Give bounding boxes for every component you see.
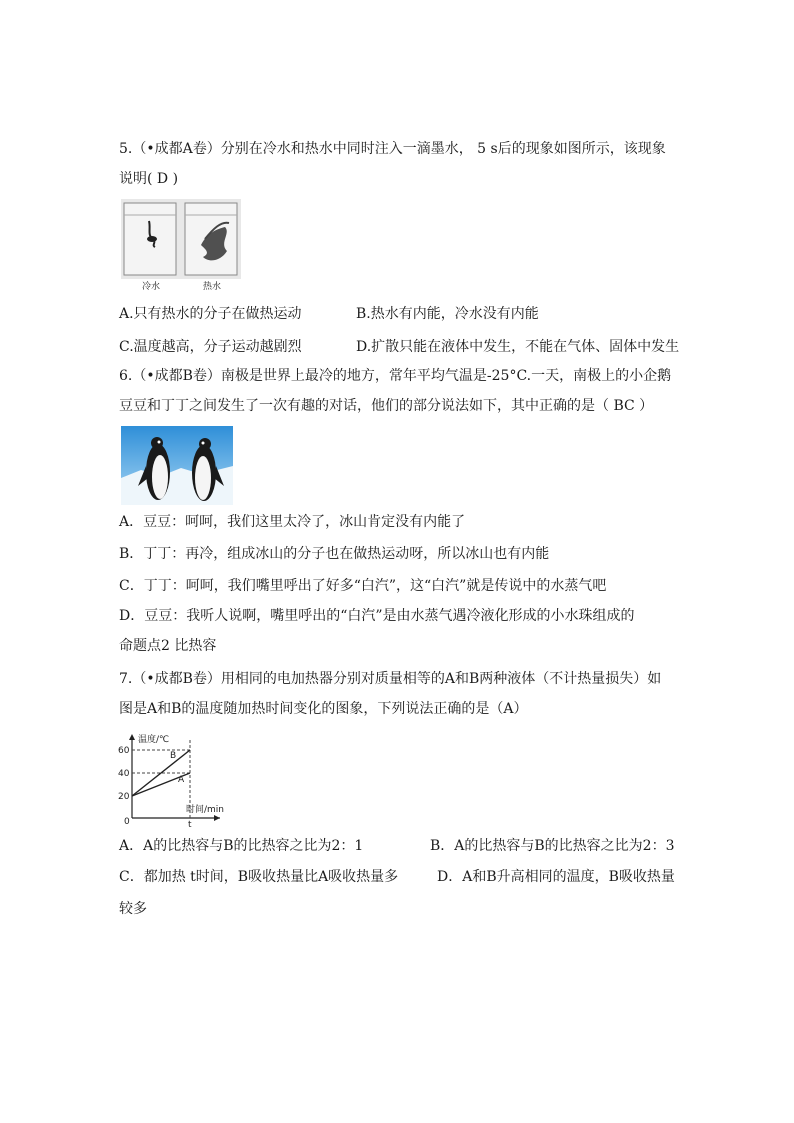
q6-option-b: B．丁丁：再冷，组成冰山的分子也在做热运动呀，所以冰山也有内能	[119, 546, 550, 562]
q7-option-b: B．A的比热容与B的比热容之比为2：3	[430, 838, 675, 854]
q7-option-a: A．A的比热容与B的比热容之比为2：1	[119, 838, 364, 854]
graph-label-b: B	[170, 751, 177, 761]
graph-y-label: 温度/℃	[138, 735, 170, 745]
q6-stem-line2: 豆豆和丁丁之间发生了一次有趣的对话，他们的部分说法如下，其中正确的是（ BC ）	[119, 398, 654, 414]
q6-option-a: A．豆豆：呵呵，我们这里太冷了，冰山肯定没有内能了	[119, 514, 466, 530]
q5-stem-line2: 说明( D )	[119, 171, 179, 187]
q7-option-c: C．都加热 t时间，B吸收热量比A吸收热量多	[119, 869, 399, 885]
q7-stem-line2: 图是A和B的温度随加热时间变化的图象，下列说法正确的是（A）	[119, 701, 528, 717]
penguins-photo	[121, 426, 233, 505]
q5-option-a: A.只有热水的分子在做热运动	[119, 306, 302, 322]
q5-option-c: C.温度越高，分子运动越剧烈	[119, 339, 302, 355]
graph-line-b	[132, 750, 190, 796]
graph-origin: 0	[124, 817, 130, 827]
q6-option-c: C．丁丁：呵呵，我们嘴里呼出了好多“白汽”，这“白汽”就是传说中的水蒸气吧	[119, 578, 607, 594]
q7-option-d-continued: 较多	[119, 901, 147, 917]
q7-stem-line1: 7.（•成都B卷）用相同的电加热器分别对质量相等的A和B两种液体（不计热量损失）如	[119, 671, 662, 687]
hot-water-label: 热水	[203, 282, 222, 292]
q6-option-d: D．豆豆：我听人说啊，嘴里呼出的“白汽”是由水蒸气遇冷液化形成的小水珠组成的	[119, 608, 635, 624]
q7-option-d: D．A和B升高相同的温度，B吸收热量	[437, 869, 675, 885]
q6-stem-line1: 6.（•成都B卷）南极是世界上最冷的地方，常年平均气温是-25°C.一天，南极上的小企鹅	[119, 368, 672, 384]
graph-tick-20: 20	[118, 792, 130, 802]
graph-tick-40: 40	[118, 769, 130, 779]
cold-water-label: 冷水	[142, 282, 161, 292]
graph-label-a: A	[178, 775, 185, 785]
beakers-figure	[121, 199, 241, 291]
q5-option-d: D.扩散只能在液体中发生，不能在气体、固体中发生	[356, 339, 680, 355]
q5-stem-line1: 5.（•成都A卷）分别在冷水和热水中同时注入一滴墨水， 5 s后的现象如图所示，该现象	[119, 141, 666, 157]
temperature-graph	[118, 732, 225, 830]
graph-x-label: 时间/min	[186, 805, 225, 815]
graph-t-mark: t	[188, 820, 192, 830]
topic-heading: 命题点2 比热容	[119, 638, 217, 654]
graph-tick-60: 60	[118, 746, 130, 756]
q5-option-b: B.热水有内能，冷水没有内能	[356, 306, 539, 322]
